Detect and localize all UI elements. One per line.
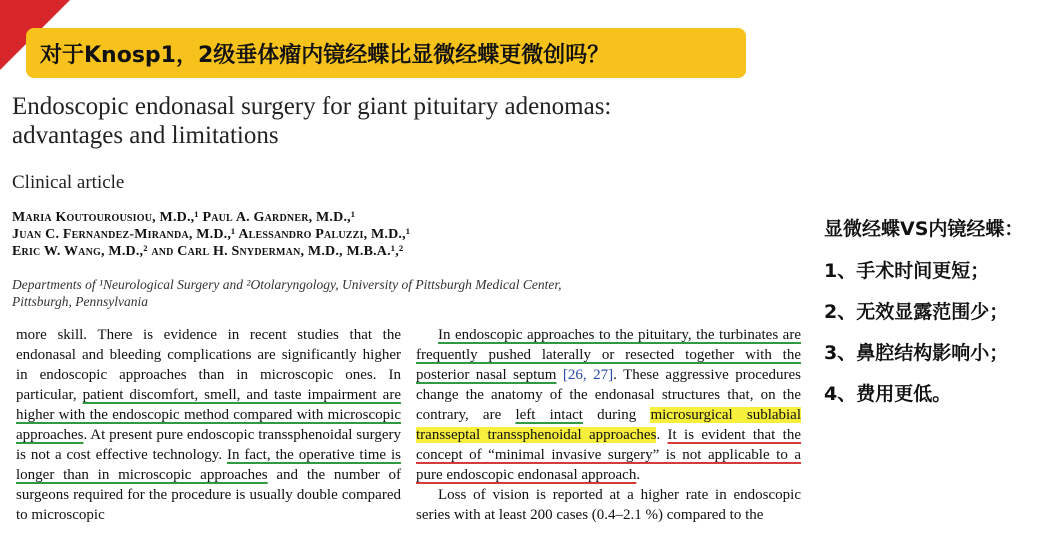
affiliation-line2: Pittsburgh, Pennsylvania xyxy=(12,294,148,309)
text-run: . These aggressive procedures change the anatomy of the endonasal structures that, on the contrary, are xyxy=(416,367,802,423)
paper-title xyxy=(12,92,712,150)
banner-text: 对于Knosp1，2级垂体瘤内镜经蝶比显微经蝶更微创吗？ xyxy=(40,42,610,68)
body-column-right xyxy=(416,325,801,525)
comparison-item: 3、鼻腔结构影响小； xyxy=(824,342,1009,364)
comparison-title: 显微经蝶VS内镜经蝶： xyxy=(824,218,1024,240)
right-paragraph-1 xyxy=(416,325,801,485)
green-underlined-text: In fact, the operative time is longer than in microscopic approaches xyxy=(16,447,401,483)
author-list xyxy=(12,209,532,260)
article-type: Clinical article xyxy=(12,172,125,193)
comparison-item: 2、无效显露范围少； xyxy=(824,301,1009,323)
red-underlined-text: It is evident that the concept of “minimal invasive surgery” is not applicable to a pure endoscopic endonasal approach xyxy=(416,427,802,483)
comparison-panel xyxy=(824,214,1054,423)
text-run: . At present pure endoscopic transsphenoidal surgery is not a cost effective technology. xyxy=(16,427,401,463)
affiliation xyxy=(12,276,652,310)
green-underlined-text: In endoscopic approaches to the pituitary, the turbinates are frequently pushed laterally or resected together with the posterior nasal septum xyxy=(416,327,801,383)
paper-title-line2: advantages and limitations xyxy=(12,122,279,149)
authors-line3: Eric W. Wang, M.D.,² and Carl H. Snyderman, M.D., M.B.A.¹,² xyxy=(12,244,404,259)
text-run: . xyxy=(656,427,668,443)
affiliation-line1: Departments of ¹Neurological Surgery and ²Otolaryngology, University of Pittsburgh Medical Center, xyxy=(12,277,562,292)
text-run: more skill. There is evidence in recent studies that the endonasal and bleeding complications are significantly higher in endoscopic approaches than in microscopic ones. In particular, xyxy=(16,327,401,403)
green-underlined-text: patient discomfort, smell, and taste impairment are higher with the endoscopic method compared with microscopic approaches xyxy=(16,387,401,443)
text-run: . xyxy=(636,467,641,483)
paper-title-line1: Endoscopic endonasal surgery for giant pituitary adenomas: xyxy=(12,93,612,120)
text-run: during xyxy=(582,407,651,423)
comparison-item: 4、费用更低。 xyxy=(824,383,952,405)
citation-link[interactable]: [26, 27] xyxy=(562,367,614,383)
body-column-left xyxy=(16,325,401,525)
comparison-item: 1、手术时间更短； xyxy=(824,260,990,282)
question-banner xyxy=(26,28,746,78)
left-paragraph xyxy=(16,325,401,525)
yellow-highlighted-text: microsurgical sublabial transseptal transsphenoidal approaches xyxy=(416,407,802,443)
authors-line1: Maria Koutourousiou, M.D.,¹ Paul A. Gardner, M.D.,¹ xyxy=(12,210,356,225)
authors-line2: Juan C. Fernandez-Miranda, M.D.,¹ Alessandro Paluzzi, M.D.,¹ xyxy=(12,227,411,242)
text-run: and the number of surgeons required for the procedure is usually double compared to microscopic xyxy=(16,467,401,523)
green-underlined-text: left intact xyxy=(515,407,583,423)
right-paragraph-2: Loss of vision is reported at a higher rate in endoscopic series with at least 200 cases (0.4–2.1 %) compared to the xyxy=(416,487,801,523)
